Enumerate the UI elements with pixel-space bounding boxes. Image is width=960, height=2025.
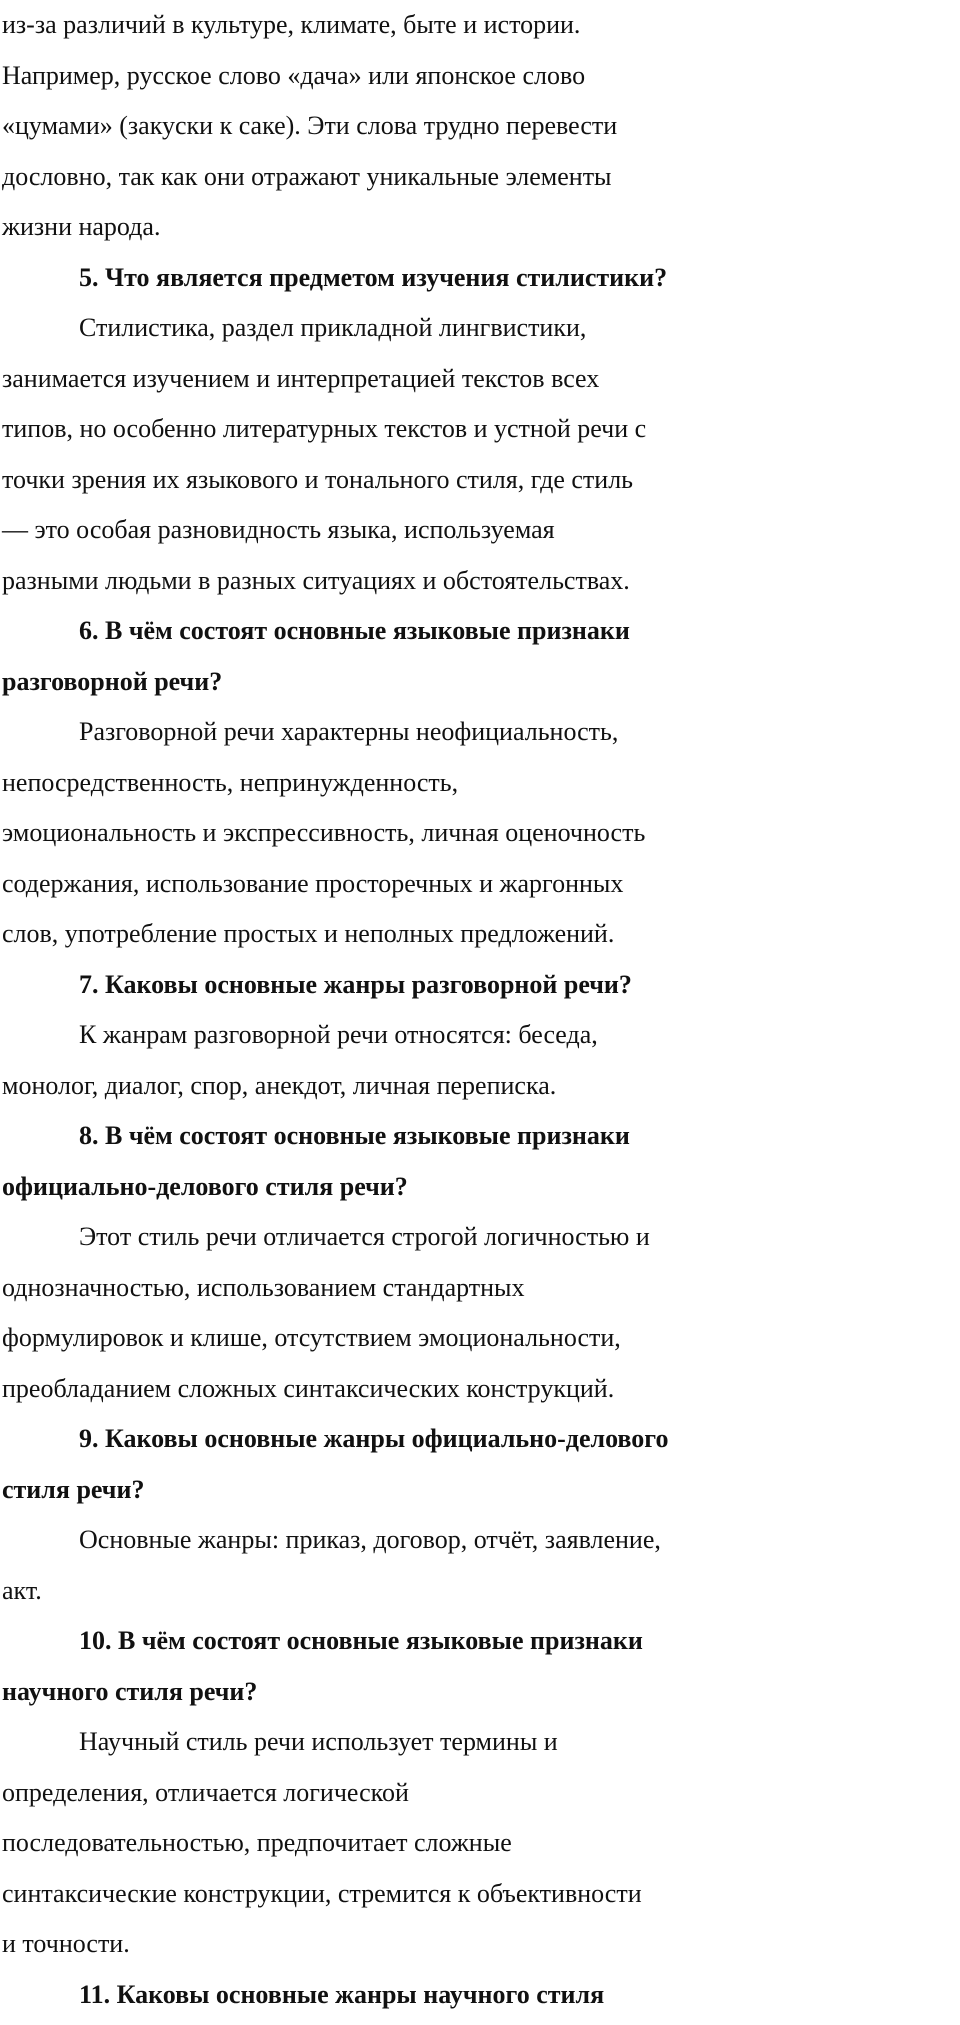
question-heading [2, 606, 960, 707]
answer-paragraph [2, 303, 960, 606]
text-line: Этот стиль речи отличается строгой логичностью и [79, 1222, 650, 1251]
answer-paragraph [2, 707, 960, 960]
text-line: эмоциональность и экспрессивность, личная оценочность [2, 818, 646, 847]
text-line: типов, но особенно литературных текстов и устной речи с [2, 414, 647, 443]
text-line: Основные жанры: приказ, договор, отчёт, заявление, [79, 1525, 661, 1554]
question-heading [2, 1970, 960, 2021]
text-line: дословно, так как они отражают уникальные элементы [2, 161, 612, 191]
text-line: определения, отличается логической [2, 1777, 409, 1807]
heading-line: 6. В чём состоят основные языковые признаки [79, 616, 630, 645]
text-line: из-за различий в культуре, климате, быте и истории. [2, 10, 581, 39]
text-line: формулировок и клише, отсутствием эмоциональности, [2, 1323, 621, 1352]
text-line: точки зрения их языкового и тонального стиля, где стиль [2, 464, 634, 494]
question-heading [2, 1616, 960, 1717]
question-heading [2, 1414, 960, 1515]
heading-line: стиля речи? [2, 1474, 145, 1504]
text-line: непосредственность, непринужденность, [2, 767, 459, 797]
text-line: Стилистика, раздел прикладной лингвистики, [79, 313, 587, 342]
heading-line: 8. В чём состоят основные языковые признаки [79, 1121, 630, 1150]
question-heading [2, 960, 960, 1011]
text-line: жизни народа. [2, 212, 161, 241]
text-line: содержания, использование просторечных и жаргонных [2, 868, 624, 898]
question-heading [2, 253, 960, 304]
text-line: Например, русское слово «дача» или японское слово [2, 60, 586, 90]
heading-line: 5. Что является предметом изучения стилистики? [79, 262, 668, 292]
heading-line: 11. Каковы основные жанры научного стиля [79, 1979, 605, 2009]
text-line: слов, употребление простых и неполных предложений. [2, 919, 615, 948]
text-line: К жанрам разговорной речи относятся: беседа, [79, 1020, 598, 1049]
answer-paragraph [2, 1212, 960, 1414]
answer-paragraph [2, 1515, 960, 1616]
text-line: — это особая разновидность языка, используемая [2, 515, 555, 544]
text-line: Научный стиль речи использует термины и [79, 1727, 558, 1756]
answer-paragraph [2, 1010, 960, 1111]
heading-line: официально-делового стиля речи? [2, 1171, 408, 1201]
text-line: однозначностью, использованием стандартных [2, 1272, 525, 1302]
text-line: разными людьми в разных ситуациях и обстоятельствах. [2, 565, 630, 595]
answer-paragraph [2, 1717, 960, 1970]
text-line: монолог, диалог, спор, анекдот, личная переписка. [2, 1070, 557, 1100]
text-line: акт. [2, 1575, 42, 1605]
text-line: «цумами» (закуски к саке). Эти слова трудно перевести [2, 111, 618, 140]
text-line: преобладанием сложных синтаксических конструкций. [2, 1373, 615, 1403]
answer-paragraph [2, 0, 960, 253]
heading-line: 7. Каковы основные жанры разговорной речи? [79, 969, 632, 999]
text-line: синтаксические конструкции, стремится к объективности [2, 1878, 642, 1908]
heading-line: разговорной речи? [2, 666, 223, 696]
heading-line: научного стиля речи? [2, 1676, 258, 1706]
text-line: занимается изучением и интерпретацией текстов всех [2, 363, 600, 393]
text-line: Разговорной речи характерны неофициальность, [79, 717, 619, 746]
text-line: и точности. [2, 1929, 130, 1958]
text-line: последовательностью, предпочитает сложные [2, 1828, 512, 1857]
heading-line: 9. Каковы основные жанры официально-делового [79, 1424, 669, 1453]
heading-line: 10. В чём состоят основные языковые признаки [79, 1626, 643, 1655]
question-heading [2, 1111, 960, 1212]
